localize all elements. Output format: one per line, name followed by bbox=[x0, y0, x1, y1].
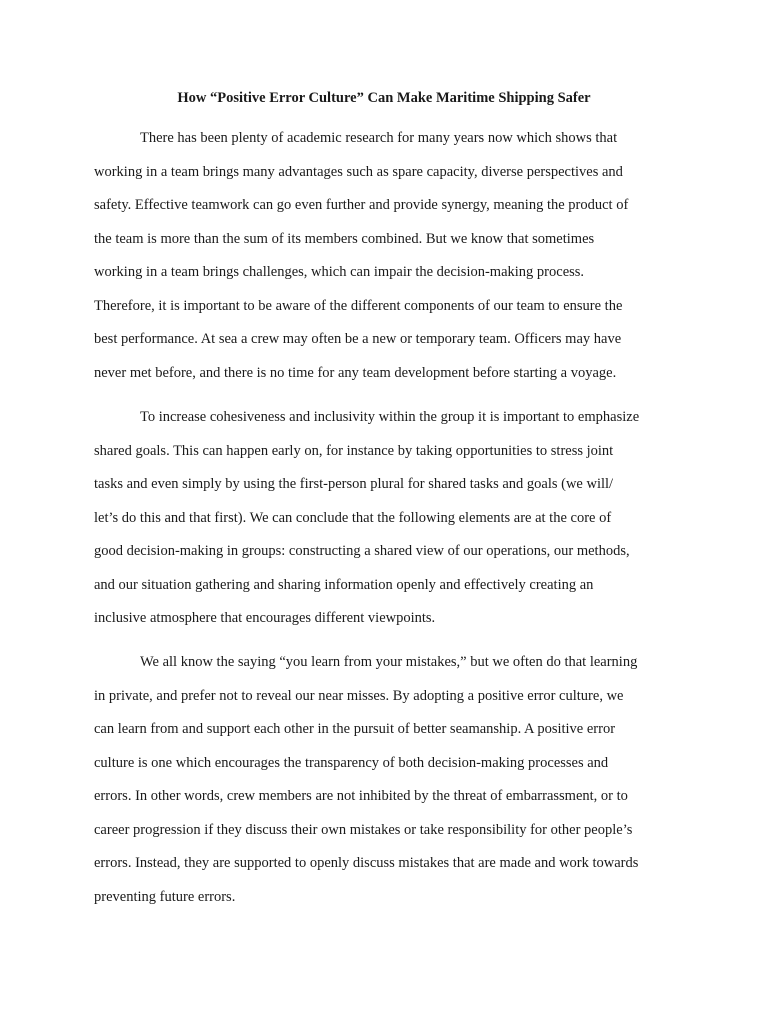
paragraph-line: There has been plenty of academic research for many years now which shows that bbox=[140, 130, 618, 146]
paragraph-3 bbox=[94, 646, 674, 914]
paragraph-line: best performance. At sea a crew may often be a new or temporary team. Officers may have bbox=[94, 331, 622, 347]
paragraph-line: errors. In other words, crew members are not inhibited by the threat of embarrassment, or to bbox=[94, 788, 628, 804]
paragraph-line: in private, and prefer not to reveal our near misses. By adopting a positive error culture, we bbox=[94, 687, 624, 704]
paragraph-line: never met before, and there is no time for any team development before starting a voyage. bbox=[94, 364, 617, 381]
paragraph-line: good decision-making in groups: constructing a shared view of our operations, our methods, bbox=[94, 543, 630, 559]
paragraph-line: can learn from and support each other in the pursuit of better seamanship. A positive error bbox=[94, 721, 616, 737]
paragraph-line: safety. Effective teamwork can go even further and provide synergy, meaning the product of bbox=[94, 197, 629, 213]
paragraph-1 bbox=[94, 122, 674, 390]
paragraph-line: errors. Instead, they are supported to openly discuss mistakes that are made and work towards bbox=[94, 855, 639, 871]
paragraph-line: shared goals. This can happen early on, for instance by taking opportunities to stress joint bbox=[94, 442, 614, 459]
paragraph-line: working in a team brings many advantages such as spare capacity, diverse perspectives and bbox=[94, 163, 623, 180]
paragraph-line: We all know the saying “you learn from your mistakes,” but we often do that learning bbox=[140, 654, 638, 670]
paragraph-line: let’s do this and that first). We can conclude that the following elements are at the core of bbox=[94, 509, 612, 526]
paragraph-line: the team is more than the sum of its members combined. But we know that sometimes bbox=[94, 230, 595, 247]
paragraph-line: culture is one which encourages the transparency of both decision-making processes and bbox=[94, 754, 609, 771]
paragraph-line: tasks and even simply by using the first-person plural for shared tasks and goals (we will/ bbox=[94, 476, 614, 492]
paragraph-line: and our situation gathering and sharing information openly and effectively creating an bbox=[94, 576, 594, 593]
document-title: How “Positive Error Culture” Can Make Maritime Shipping Safer bbox=[177, 90, 591, 106]
paragraph-line: inclusive atmosphere that encourages different viewpoints. bbox=[94, 610, 436, 626]
paragraph-2 bbox=[94, 401, 674, 636]
paragraph-line: preventing future errors. bbox=[94, 888, 236, 905]
paragraph-line: Therefore, it is important to be aware of the different components of our team to ensure the bbox=[94, 297, 623, 314]
paragraph-line: working in a team brings challenges, which can impair the decision-making process. bbox=[94, 264, 585, 280]
paragraph-line: To increase cohesiveness and inclusivity within the group it is important to emphasize bbox=[140, 409, 640, 425]
paragraph-line: career progression if they discuss their own mistakes or take responsibility for other people’s bbox=[94, 821, 633, 838]
